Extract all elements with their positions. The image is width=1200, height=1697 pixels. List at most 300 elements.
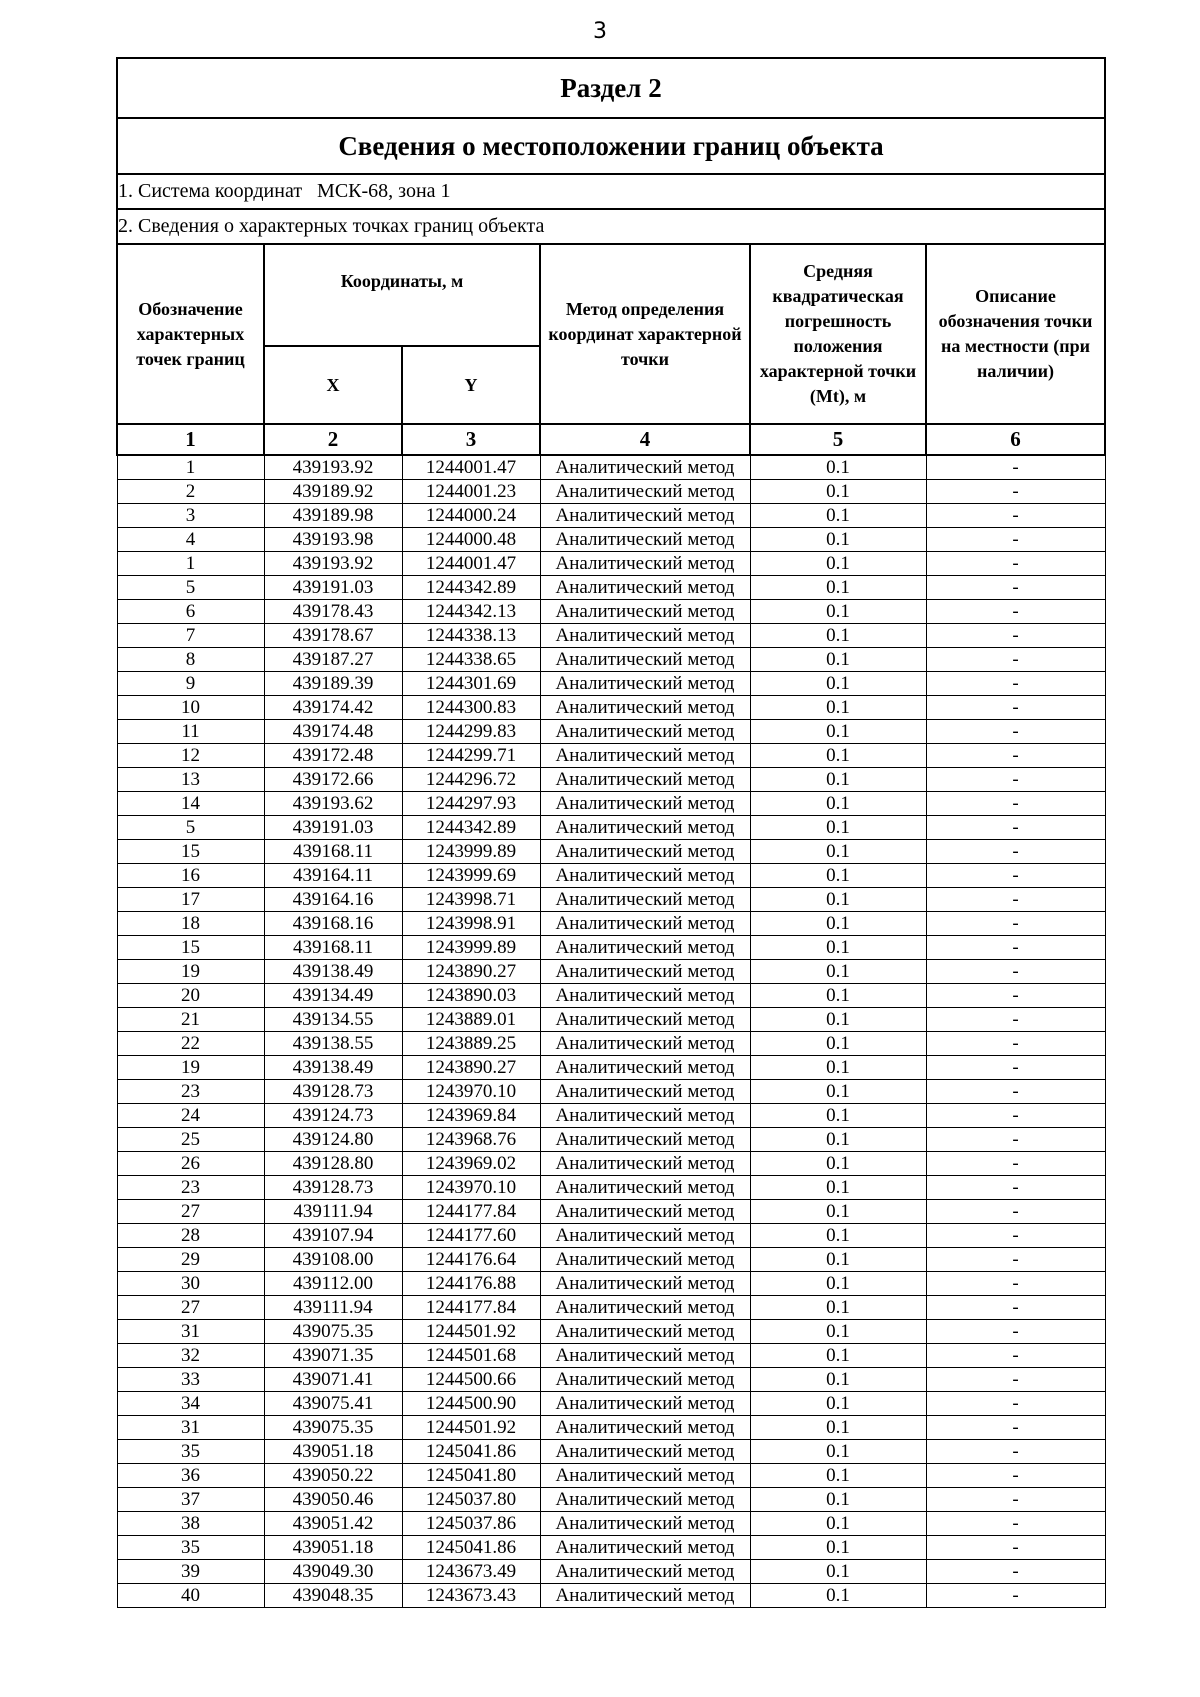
description-cell: - [926,528,1105,552]
method-cell: Аналитический метод [540,1344,750,1368]
method-cell: Аналитический метод [540,864,750,888]
description-cell: - [926,672,1105,696]
page-number: 3 [593,19,607,44]
header-y: Y [402,346,540,424]
y-cell: 1244177.84 [402,1296,540,1320]
column-number: 3 [402,424,540,455]
method-cell: Аналитический метод [540,1224,750,1248]
x-cell: 439124.73 [264,1104,402,1128]
table-row [117,1464,1105,1488]
point-id-cell: 35 [117,1536,264,1560]
column-number: 5 [750,424,926,455]
column-number: 1 [117,424,264,455]
description-cell: - [926,1392,1105,1416]
error-cell: 0.1 [750,720,926,744]
y-cell: 1244299.71 [402,744,540,768]
point-id-cell: 28 [117,1224,264,1248]
table-row [117,1536,1105,1560]
y-cell: 1244500.90 [402,1392,540,1416]
y-cell: 1243969.02 [402,1152,540,1176]
method-cell: Аналитический метод [540,1416,750,1440]
y-cell: 1244342.13 [402,600,540,624]
point-id-cell: 27 [117,1296,264,1320]
description-cell: - [926,744,1105,768]
x-cell: 439191.03 [264,576,402,600]
method-cell: Аналитический метод [540,1272,750,1296]
description-cell: - [926,1176,1105,1200]
method-cell: Аналитический метод [540,455,750,480]
table-row [117,1032,1105,1056]
point-id-cell: 34 [117,1392,264,1416]
table-row [117,1344,1105,1368]
method-cell: Аналитический метод [540,1176,750,1200]
error-cell: 0.1 [750,1296,926,1320]
error-cell: 0.1 [750,480,926,504]
error-cell: 0.1 [750,1440,926,1464]
x-cell: 439048.35 [264,1584,402,1608]
x-cell: 439193.92 [264,455,402,480]
section-title: Раздел 2 [117,58,1105,118]
point-id-cell: 5 [117,576,264,600]
point-id-cell: 39 [117,1560,264,1584]
method-cell: Аналитический метод [540,504,750,528]
point-id-cell: 20 [117,984,264,1008]
table-row [117,1392,1105,1416]
x-cell: 439051.42 [264,1512,402,1536]
y-cell: 1243969.84 [402,1104,540,1128]
table-row [117,1296,1105,1320]
error-cell: 0.1 [750,672,926,696]
description-cell: - [926,792,1105,816]
x-cell: 439128.73 [264,1176,402,1200]
x-cell: 439164.11 [264,864,402,888]
table-row [117,1584,1105,1608]
y-cell: 1243999.69 [402,864,540,888]
error-cell: 0.1 [750,576,926,600]
error-cell: 0.1 [750,1392,926,1416]
description-cell: - [926,480,1105,504]
x-cell: 439134.49 [264,984,402,1008]
y-cell: 1243999.89 [402,936,540,960]
description-cell: - [926,816,1105,840]
table-row [117,720,1105,744]
point-id-cell: 36 [117,1464,264,1488]
description-cell: - [926,1224,1105,1248]
x-cell: 439134.55 [264,1008,402,1032]
y-cell: 1244001.47 [402,552,540,576]
point-id-cell: 2 [117,480,264,504]
point-id-cell: 22 [117,1032,264,1056]
point-id-cell: 29 [117,1248,264,1272]
method-cell: Аналитический метод [540,1032,750,1056]
error-cell: 0.1 [750,792,926,816]
x-cell: 439174.48 [264,720,402,744]
description-cell: - [926,1296,1105,1320]
column-number: 2 [264,424,402,455]
point-id-cell: 26 [117,1152,264,1176]
table-row [117,504,1105,528]
table-row [117,1104,1105,1128]
x-cell: 439189.39 [264,672,402,696]
description-cell: - [926,912,1105,936]
y-cell: 1244177.60 [402,1224,540,1248]
error-cell: 0.1 [750,1176,926,1200]
table-row [117,696,1105,720]
x-cell: 439124.80 [264,1128,402,1152]
method-cell: Аналитический метод [540,1560,750,1584]
description-cell: - [926,1320,1105,1344]
x-cell: 439071.41 [264,1368,402,1392]
point-id-cell: 37 [117,1488,264,1512]
point-id-cell: 30 [117,1272,264,1296]
y-cell: 1245037.80 [402,1488,540,1512]
y-cell: 1243890.03 [402,984,540,1008]
method-cell: Аналитический метод [540,1368,750,1392]
x-cell: 439168.16 [264,912,402,936]
x-cell: 439138.55 [264,1032,402,1056]
error-cell: 0.1 [750,1200,926,1224]
method-cell: Аналитический метод [540,1536,750,1560]
x-cell: 439193.92 [264,552,402,576]
description-cell: - [926,576,1105,600]
error-cell: 0.1 [750,1320,926,1344]
table-row [117,1320,1105,1344]
description-cell: - [926,1344,1105,1368]
x-cell: 439075.41 [264,1392,402,1416]
error-cell: 0.1 [750,1104,926,1128]
point-id-cell: 25 [117,1128,264,1152]
error-cell: 0.1 [750,1008,926,1032]
description-cell: - [926,984,1105,1008]
description-cell: - [926,1248,1105,1272]
method-cell: Аналитический метод [540,1248,750,1272]
description-cell: - [926,768,1105,792]
table-row [117,816,1105,840]
point-id-cell: 6 [117,600,264,624]
y-cell: 1245041.86 [402,1440,540,1464]
x-cell: 439112.00 [264,1272,402,1296]
x-cell: 439168.11 [264,936,402,960]
description-cell: - [926,504,1105,528]
header-description: Описание обозначения точки на местности (при наличии) [926,244,1105,424]
table-row [117,864,1105,888]
point-id-cell: 5 [117,816,264,840]
description-cell: - [926,1200,1105,1224]
y-cell: 1244501.92 [402,1320,540,1344]
description-cell: - [926,960,1105,984]
description-cell: - [926,720,1105,744]
x-cell: 439138.49 [264,1056,402,1080]
table-row [117,936,1105,960]
point-id-cell: 17 [117,888,264,912]
method-cell: Аналитический метод [540,1440,750,1464]
error-cell: 0.1 [750,552,926,576]
y-cell: 1243673.49 [402,1560,540,1584]
method-cell: Аналитический метод [540,528,750,552]
x-cell: 439107.94 [264,1224,402,1248]
y-cell: 1243998.91 [402,912,540,936]
x-cell: 439075.35 [264,1416,402,1440]
description-cell: - [926,1272,1105,1296]
point-id-cell: 24 [117,1104,264,1128]
error-cell: 0.1 [750,960,926,984]
description-cell: - [926,455,1105,480]
x-cell: 439111.94 [264,1200,402,1224]
error-cell: 0.1 [750,1464,926,1488]
point-id-cell: 1 [117,552,264,576]
table-row [117,455,1105,480]
method-cell: Аналитический метод [540,816,750,840]
error-cell: 0.1 [750,1344,926,1368]
table-row [117,1176,1105,1200]
description-cell: - [926,888,1105,912]
x-cell: 439050.46 [264,1488,402,1512]
method-cell: Аналитический метод [540,1128,750,1152]
error-cell: 0.1 [750,1080,926,1104]
error-cell: 0.1 [750,1584,926,1608]
point-id-cell: 19 [117,1056,264,1080]
error-cell: 0.1 [750,528,926,552]
method-cell: Аналитический метод [540,984,750,1008]
point-id-cell: 38 [117,1512,264,1536]
y-cell: 1244177.84 [402,1200,540,1224]
y-cell: 1243890.27 [402,1056,540,1080]
description-cell: - [926,936,1105,960]
y-cell: 1244176.64 [402,1248,540,1272]
column-number: 4 [540,424,750,455]
error-cell: 0.1 [750,1488,926,1512]
y-cell: 1243890.27 [402,960,540,984]
point-id-cell: 31 [117,1320,264,1344]
error-cell: 0.1 [750,1128,926,1152]
table-row [117,888,1105,912]
x-cell: 439191.03 [264,816,402,840]
description-cell: - [926,552,1105,576]
point-id-cell: 3 [117,504,264,528]
method-cell: Аналитический метод [540,792,750,816]
description-cell: - [926,1056,1105,1080]
method-cell: Аналитический метод [540,720,750,744]
description-cell: - [926,696,1105,720]
method-cell: Аналитический метод [540,1080,750,1104]
description-cell: - [926,1008,1105,1032]
x-cell: 439051.18 [264,1536,402,1560]
table-body [117,455,1105,1608]
point-id-cell: 19 [117,960,264,984]
y-cell: 1244338.13 [402,624,540,648]
table-row [117,480,1105,504]
y-cell: 1244301.69 [402,672,540,696]
method-cell: Аналитический метод [540,600,750,624]
description-cell: - [926,1584,1105,1608]
x-cell: 439174.42 [264,696,402,720]
method-cell: Аналитический метод [540,1512,750,1536]
table-row [117,600,1105,624]
y-cell: 1244296.72 [402,768,540,792]
x-cell: 439071.35 [264,1344,402,1368]
y-cell: 1243970.10 [402,1176,540,1200]
y-cell: 1244342.89 [402,816,540,840]
error-cell: 0.1 [750,912,926,936]
method-cell: Аналитический метод [540,1008,750,1032]
boundary-points-table [116,57,1106,1608]
y-cell: 1244001.47 [402,455,540,480]
method-cell: Аналитический метод [540,648,750,672]
coordinate-system: 1. Система координат МСК-68, зона 1 [117,174,1105,209]
description-cell: - [926,1416,1105,1440]
y-cell: 1244300.83 [402,696,540,720]
x-cell: 439178.67 [264,624,402,648]
x-cell: 439128.80 [264,1152,402,1176]
point-id-cell: 11 [117,720,264,744]
y-cell: 1243999.89 [402,840,540,864]
x-cell: 439051.18 [264,1440,402,1464]
y-cell: 1244297.93 [402,792,540,816]
y-cell: 1244501.92 [402,1416,540,1440]
header-coordinates: Координаты, м [264,244,540,346]
method-cell: Аналитический метод [540,624,750,648]
point-id-cell: 27 [117,1200,264,1224]
point-id-cell: 8 [117,648,264,672]
x-cell: 439164.16 [264,888,402,912]
method-cell: Аналитический метод [540,840,750,864]
y-cell: 1244338.65 [402,648,540,672]
point-id-cell: 21 [117,1008,264,1032]
description-cell: - [926,1464,1105,1488]
method-cell: Аналитический метод [540,768,750,792]
y-cell: 1243998.71 [402,888,540,912]
point-id-cell: 1 [117,455,264,480]
error-cell: 0.1 [750,1560,926,1584]
y-cell: 1243968.76 [402,1128,540,1152]
x-cell: 439050.22 [264,1464,402,1488]
y-cell: 1245037.86 [402,1512,540,1536]
method-cell: Аналитический метод [540,936,750,960]
table-row [117,1128,1105,1152]
x-cell: 439108.00 [264,1248,402,1272]
error-cell: 0.1 [750,1368,926,1392]
description-cell: - [926,1440,1105,1464]
point-id-cell: 4 [117,528,264,552]
y-cell: 1243889.01 [402,1008,540,1032]
description-cell: - [926,624,1105,648]
x-cell: 439189.92 [264,480,402,504]
method-cell: Аналитический метод [540,1320,750,1344]
description-cell: - [926,1128,1105,1152]
x-cell: 439075.35 [264,1320,402,1344]
method-cell: Аналитический метод [540,672,750,696]
point-id-cell: 33 [117,1368,264,1392]
x-cell: 439189.98 [264,504,402,528]
table-row [117,576,1105,600]
method-cell: Аналитический метод [540,1104,750,1128]
point-id-cell: 23 [117,1176,264,1200]
point-id-cell: 12 [117,744,264,768]
error-cell: 0.1 [750,624,926,648]
table-row [117,552,1105,576]
method-cell: Аналитический метод [540,1584,750,1608]
description-cell: - [926,1104,1105,1128]
method-cell: Аналитический метод [540,888,750,912]
error-cell: 0.1 [750,888,926,912]
error-cell: 0.1 [750,768,926,792]
y-cell: 1244500.66 [402,1368,540,1392]
method-cell: Аналитический метод [540,1152,750,1176]
description-cell: - [926,1368,1105,1392]
x-cell: 439187.27 [264,648,402,672]
method-cell: Аналитический метод [540,1392,750,1416]
header-point-designation: Обозначение характерных точек границ [117,244,264,424]
method-cell: Аналитический метод [540,1296,750,1320]
table-row [117,672,1105,696]
method-cell: Аналитический метод [540,744,750,768]
method-cell: Аналитический метод [540,1488,750,1512]
error-cell: 0.1 [750,696,926,720]
table-row [117,1488,1105,1512]
table-row [117,1200,1105,1224]
table-row [117,1056,1105,1080]
table-row [117,648,1105,672]
point-id-cell: 15 [117,840,264,864]
point-id-cell: 7 [117,624,264,648]
error-cell: 0.1 [750,1152,926,1176]
error-cell: 0.1 [750,648,926,672]
method-cell: Аналитический метод [540,576,750,600]
table-row [117,1416,1105,1440]
x-cell: 439049.30 [264,1560,402,1584]
description-cell: - [926,1032,1105,1056]
x-cell: 439193.98 [264,528,402,552]
method-cell: Аналитический метод [540,1056,750,1080]
error-cell: 0.1 [750,744,926,768]
point-id-cell: 10 [117,696,264,720]
x-cell: 439111.94 [264,1296,402,1320]
x-cell: 439168.11 [264,840,402,864]
point-id-cell: 40 [117,1584,264,1608]
error-cell: 0.1 [750,1032,926,1056]
table-row [117,1440,1105,1464]
point-id-cell: 16 [117,864,264,888]
table-row [117,624,1105,648]
description-cell: - [926,840,1105,864]
point-id-cell: 35 [117,1440,264,1464]
table-row [117,1560,1105,1584]
table-row [117,528,1105,552]
table-row [117,1224,1105,1248]
method-cell: Аналитический метод [540,960,750,984]
header-x: X [264,346,402,424]
error-cell: 0.1 [750,1224,926,1248]
header-mean-error: Средняя квадратическая погрешность положения характерной точки (Mt), м [750,244,926,424]
error-cell: 0.1 [750,455,926,480]
section-subtitle: Сведения о местоположении границ объекта [117,118,1105,174]
y-cell: 1244000.48 [402,528,540,552]
y-cell: 1244176.88 [402,1272,540,1296]
description-cell: - [926,864,1105,888]
table-row [117,1008,1105,1032]
error-cell: 0.1 [750,1272,926,1296]
description-cell: - [926,1488,1105,1512]
point-id-cell: 15 [117,936,264,960]
y-cell: 1244001.23 [402,480,540,504]
table-row [117,840,1105,864]
error-cell: 0.1 [750,1536,926,1560]
error-cell: 0.1 [750,1056,926,1080]
table-row [117,912,1105,936]
point-id-cell: 31 [117,1416,264,1440]
error-cell: 0.1 [750,600,926,624]
description-cell: - [926,1512,1105,1536]
